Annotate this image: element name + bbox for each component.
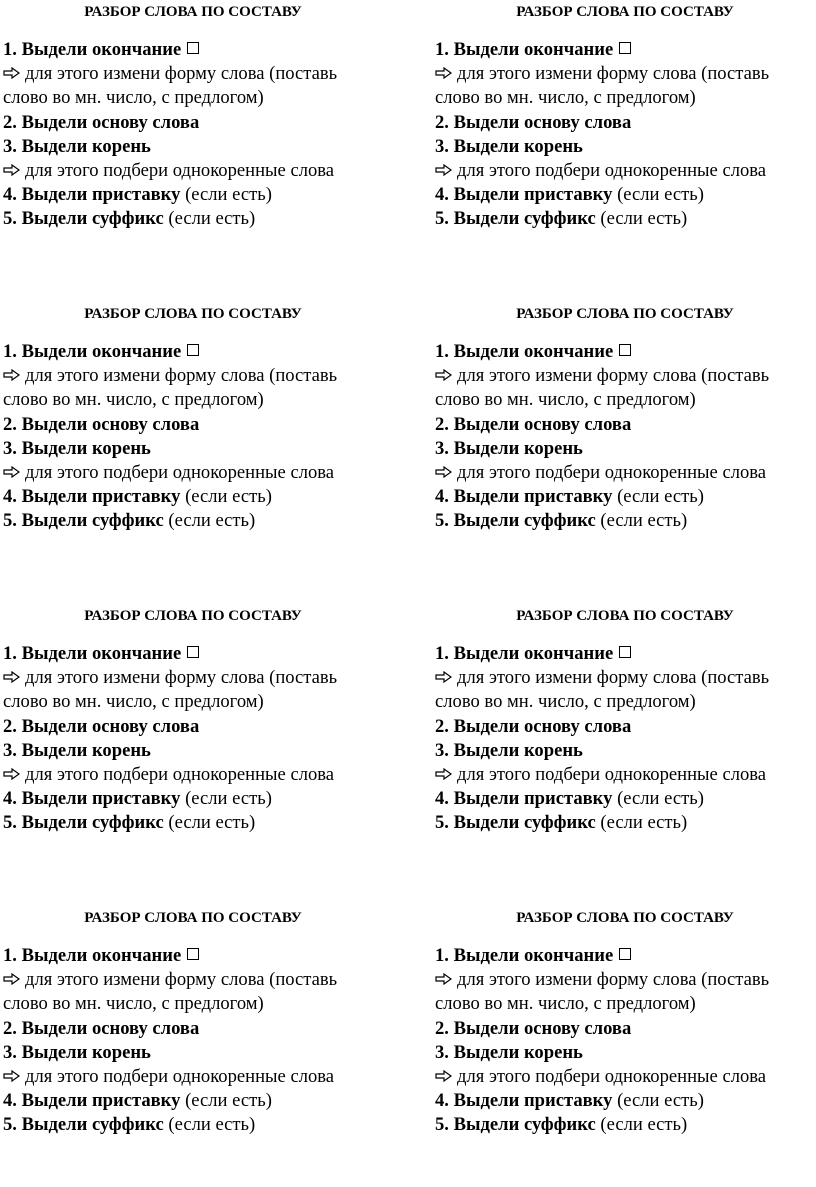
step-4-label: 4. Выдели приставку	[3, 184, 181, 206]
step-5-note: (если есть)	[595, 812, 688, 834]
outline-arrow-right-icon	[435, 67, 452, 79]
word-analysis-card	[435, 604, 816, 836]
step-1-hint-text: для этого измени форму слова (поставь	[457, 365, 770, 387]
step-3-hint	[435, 461, 816, 485]
step-2-stem: 2. Выдели основу слова	[3, 413, 200, 435]
card-title: РАЗБОР СЛОВА ПО СОСТАВУ	[84, 306, 302, 322]
step-1-ending	[3, 340, 403, 364]
step-2-stem: 2. Выдели основу слова	[435, 413, 632, 435]
square-outline-icon	[187, 948, 199, 960]
step-5-suffix	[3, 207, 403, 231]
outline-arrow-right-icon	[3, 671, 20, 683]
step-4-prefix	[435, 787, 816, 811]
step-1-label: 1. Выдели окончание	[3, 945, 182, 966]
step-1-ending	[3, 38, 403, 62]
square-outline-icon	[619, 948, 631, 960]
step-1-label: 1. Выдели окончание	[435, 945, 614, 966]
word-analysis-card	[435, 302, 816, 534]
step-1-label: 1. Выдели окончание	[3, 341, 182, 362]
step-1-hint-text: для этого измени форму слова (поставь	[25, 667, 338, 689]
step-5-label: 5. Выдели суффикс	[3, 510, 164, 532]
step-3-hint	[435, 1065, 816, 1089]
step-2-stem: 2. Выдели основу слова	[3, 111, 200, 133]
step-3-hint	[3, 461, 403, 485]
step-2-stem: 2. Выдели основу слова	[435, 715, 632, 737]
card-title: РАЗБОР СЛОВА ПО СОСТАВУ	[516, 306, 734, 322]
outline-arrow-right-icon	[435, 671, 452, 683]
step-4-label: 4. Выдели приставку	[435, 788, 613, 810]
step-1-ending	[435, 340, 816, 364]
step-3-hint-text: для этого подбери однокоренные слова	[25, 461, 335, 483]
step-5-note: (если есть)	[163, 510, 256, 532]
step-1-hint	[3, 364, 403, 388]
step-1-hint-continued: слово во мн. число, с предлогом)	[3, 87, 264, 109]
outline-arrow-right-icon	[435, 973, 452, 985]
step-5-suffix	[3, 509, 403, 533]
step-1-hint-text: для этого измени форму слова (поставь	[25, 63, 338, 85]
word-analysis-card	[3, 302, 403, 534]
step-2-stem: 2. Выдели основу слова	[435, 111, 632, 133]
step-3-root: 3. Выдели корень	[435, 135, 583, 157]
step-3-hint-text: для этого подбери однокоренные слова	[25, 1065, 335, 1087]
step-3-hint-text: для этого подбери однокоренные слова	[25, 159, 335, 181]
step-4-note: (если есть)	[180, 486, 272, 508]
step-4-note: (если есть)	[612, 486, 704, 508]
step-2-stem: 2. Выдели основу слова	[3, 715, 200, 737]
step-5-label: 5. Выдели суффикс	[435, 1114, 596, 1136]
step-3-root: 3. Выдели корень	[435, 437, 583, 459]
outline-arrow-right-icon	[435, 1070, 452, 1082]
step-1-label: 1. Выдели окончание	[3, 39, 182, 60]
step-5-label: 5. Выдели суффикс	[3, 1114, 164, 1136]
step-1-hint	[435, 62, 816, 86]
step-5-suffix	[435, 1113, 816, 1137]
square-outline-icon	[619, 646, 631, 658]
step-4-prefix	[435, 1089, 816, 1113]
step-5-note: (если есть)	[595, 1114, 688, 1136]
square-outline-icon	[187, 42, 199, 54]
step-1-hint-text: для этого измени форму слова (поставь	[25, 365, 338, 387]
step-1-hint	[435, 364, 816, 388]
step-4-label: 4. Выдели приставку	[435, 486, 613, 508]
step-1-ending	[3, 642, 403, 666]
step-1-hint-continued: слово во мн. число, с предлогом)	[3, 993, 264, 1015]
step-3-hint-text: для этого подбери однокоренные слова	[457, 461, 767, 483]
step-1-hint	[435, 666, 816, 690]
card-title: РАЗБОР СЛОВА ПО СОСТАВУ	[516, 4, 734, 20]
step-5-note: (если есть)	[595, 208, 688, 230]
step-3-hint-text: для этого подбери однокоренные слова	[457, 159, 767, 181]
outline-arrow-right-icon	[3, 466, 20, 478]
step-3-hint	[3, 1065, 403, 1089]
step-5-label: 5. Выдели суффикс	[435, 510, 596, 532]
step-4-prefix	[3, 485, 403, 509]
step-4-label: 4. Выдели приставку	[3, 788, 181, 810]
step-1-hint-continued: слово во мн. число, с предлогом)	[3, 389, 264, 411]
step-1-hint-continued: слово во мн. число, с предлогом)	[435, 87, 696, 109]
card-title: РАЗБОР СЛОВА ПО СОСТАВУ	[84, 608, 302, 624]
step-3-hint	[435, 763, 816, 787]
step-3-root: 3. Выдели корень	[3, 135, 151, 157]
step-4-note: (если есть)	[180, 184, 272, 206]
card-title: РАЗБОР СЛОВА ПО СОСТАВУ	[516, 910, 734, 926]
outline-arrow-right-icon	[3, 164, 20, 176]
step-5-label: 5. Выдели суффикс	[435, 812, 596, 834]
step-4-prefix	[3, 183, 403, 207]
step-1-ending	[435, 642, 816, 666]
step-3-root: 3. Выдели корень	[3, 437, 151, 459]
outline-arrow-right-icon	[435, 768, 452, 780]
step-4-label: 4. Выдели приставку	[3, 486, 181, 508]
square-outline-icon	[187, 646, 199, 658]
step-5-note: (если есть)	[163, 812, 256, 834]
step-1-ending	[435, 38, 816, 62]
square-outline-icon	[187, 344, 199, 356]
step-4-note: (если есть)	[180, 1090, 272, 1112]
card-title: РАЗБОР СЛОВА ПО СОСТАВУ	[84, 4, 302, 20]
step-3-hint-text: для этого подбери однокоренные слова	[457, 1065, 767, 1087]
step-2-stem: 2. Выдели основу слова	[3, 1017, 200, 1039]
step-5-note: (если есть)	[595, 510, 688, 532]
outline-arrow-right-icon	[3, 768, 20, 780]
word-analysis-card	[3, 906, 403, 1138]
step-5-suffix	[435, 207, 816, 231]
outline-arrow-right-icon	[435, 369, 452, 381]
step-3-root: 3. Выдели корень	[3, 739, 151, 761]
step-1-hint-text: для этого измени форму слова (поставь	[457, 969, 770, 991]
word-analysis-card	[3, 604, 403, 836]
step-5-suffix	[435, 811, 816, 835]
step-1-label: 1. Выдели окончание	[435, 39, 614, 60]
outline-arrow-right-icon	[3, 369, 20, 381]
step-5-note: (если есть)	[163, 208, 256, 230]
outline-arrow-right-icon	[435, 164, 452, 176]
square-outline-icon	[619, 344, 631, 356]
step-1-hint-text: для этого измени форму слова (поставь	[457, 63, 770, 85]
step-1-ending	[435, 944, 816, 968]
outline-arrow-right-icon	[3, 1070, 20, 1082]
step-1-hint-continued: слово во мн. число, с предлогом)	[435, 691, 696, 713]
step-1-hint	[3, 62, 403, 86]
outline-arrow-right-icon	[3, 973, 20, 985]
step-1-hint	[3, 968, 403, 992]
step-1-hint-continued: слово во мн. число, с предлогом)	[435, 389, 696, 411]
step-4-label: 4. Выдели приставку	[435, 184, 613, 206]
step-4-prefix	[3, 787, 403, 811]
step-4-label: 4. Выдели приставку	[3, 1090, 181, 1112]
word-analysis-card	[435, 0, 816, 232]
outline-arrow-right-icon	[3, 67, 20, 79]
card-title: РАЗБОР СЛОВА ПО СОСТАВУ	[84, 910, 302, 926]
step-3-root: 3. Выдели корень	[3, 1041, 151, 1063]
step-4-prefix	[435, 183, 816, 207]
step-2-stem: 2. Выдели основу слова	[435, 1017, 632, 1039]
step-1-hint-text: для этого измени форму слова (поставь	[25, 969, 338, 991]
step-5-suffix	[435, 509, 816, 533]
step-4-note: (если есть)	[612, 788, 704, 810]
outline-arrow-right-icon	[435, 466, 452, 478]
step-1-hint	[3, 666, 403, 690]
step-1-hint-continued: слово во мн. число, с предлогом)	[435, 993, 696, 1015]
step-1-hint-text: для этого измени форму слова (поставь	[457, 667, 770, 689]
step-3-root: 3. Выдели корень	[435, 1041, 583, 1063]
step-5-note: (если есть)	[163, 1114, 256, 1136]
step-4-note: (если есть)	[612, 184, 704, 206]
step-1-ending	[3, 944, 403, 968]
step-5-suffix	[3, 1113, 403, 1137]
step-5-suffix	[3, 811, 403, 835]
step-5-label: 5. Выдели суффикс	[3, 812, 164, 834]
step-3-hint-text: для этого подбери однокоренные слова	[457, 763, 767, 785]
step-3-hint	[3, 763, 403, 787]
step-4-prefix	[3, 1089, 403, 1113]
step-3-hint-text: для этого подбери однокоренные слова	[25, 763, 335, 785]
step-1-label: 1. Выдели окончание	[435, 643, 614, 664]
step-1-hint-continued: слово во мн. число, с предлогом)	[3, 691, 264, 713]
step-1-label: 1. Выдели окончание	[435, 341, 614, 362]
step-3-hint	[435, 159, 816, 183]
step-4-note: (если есть)	[180, 788, 272, 810]
square-outline-icon	[619, 42, 631, 54]
word-analysis-card	[3, 0, 403, 232]
step-4-label: 4. Выдели приставку	[435, 1090, 613, 1112]
card-title: РАЗБОР СЛОВА ПО СОСТАВУ	[516, 608, 734, 624]
step-4-prefix	[435, 485, 816, 509]
word-analysis-card	[435, 906, 816, 1138]
step-1-hint	[435, 968, 816, 992]
step-5-label: 5. Выдели суффикс	[435, 208, 596, 230]
step-3-root: 3. Выдели корень	[435, 739, 583, 761]
step-1-label: 1. Выдели окончание	[3, 643, 182, 664]
step-4-note: (если есть)	[612, 1090, 704, 1112]
step-5-label: 5. Выдели суффикс	[3, 208, 164, 230]
step-3-hint	[3, 159, 403, 183]
